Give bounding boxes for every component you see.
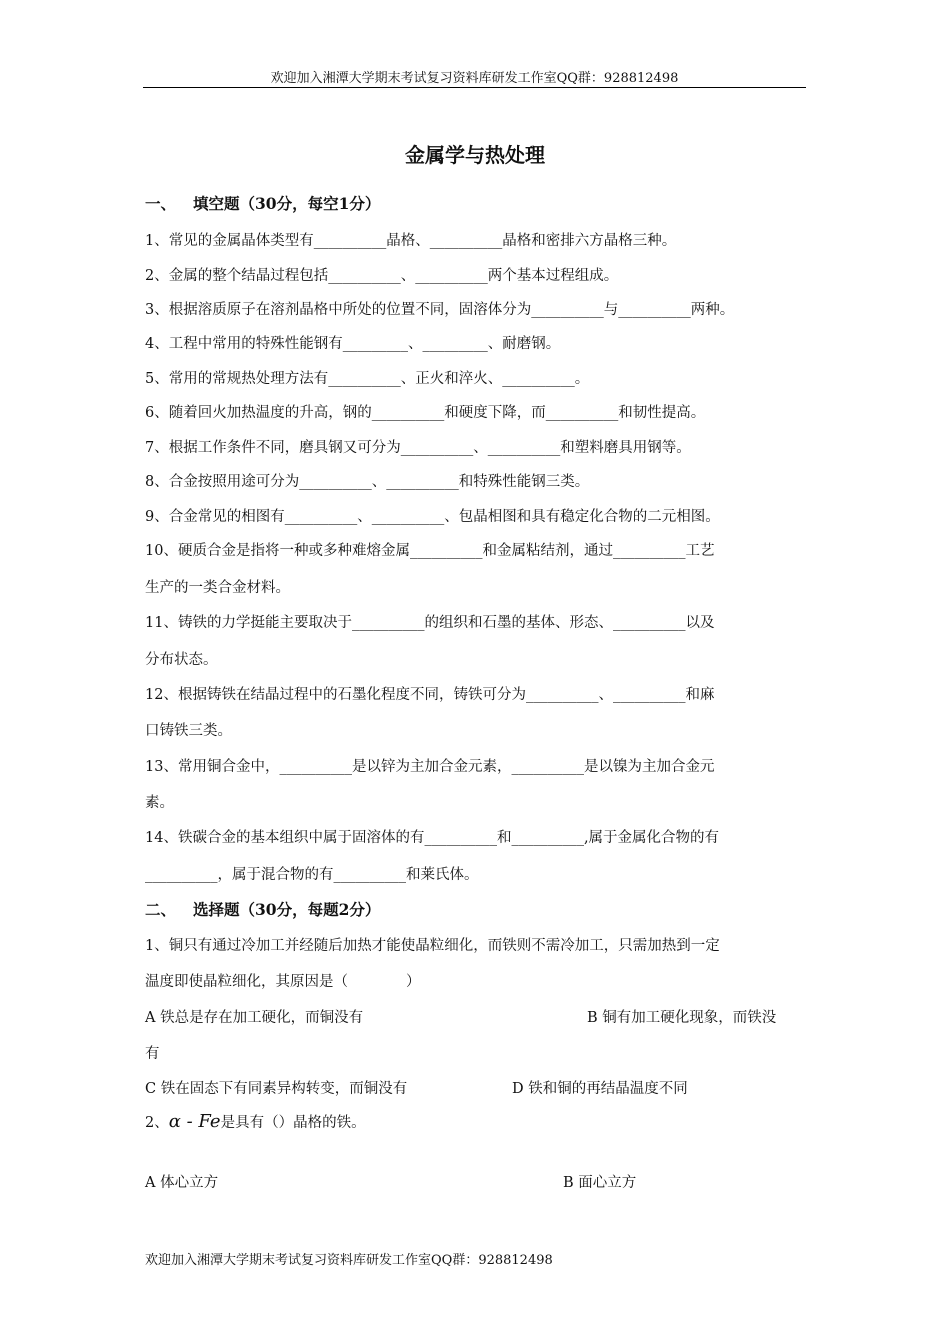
question-7: 7、根据工作条件不同，磨具钢又可分为__________、__________和塑料磨具用钢等。 <box>145 440 691 456</box>
header-divider <box>143 87 806 88</box>
question-13-line-2: 素。 <box>145 795 174 811</box>
choice-2-option-a: A 体心立方 <box>145 1175 219 1191</box>
question-text: 是具有（）晶格的铁。 <box>220 1115 366 1131</box>
question-1: 1、常见的金属晶体类型有__________晶格、__________晶格和密排六方晶格三种。 <box>145 233 677 249</box>
section-heading-multiple-choice <box>145 898 380 920</box>
page-footer: 欢迎加入湘潭大学期末考试复习资料库研发工作室QQ群：928812498 <box>145 1253 553 1268</box>
choice-question-2 <box>145 1111 366 1132</box>
question-5: 5、常用的常规热处理方法有__________、正火和淬火、__________。 <box>145 371 590 387</box>
choice-1-option-c: C 铁在固态下有同素异构转变，而铜没有 <box>145 1081 408 1097</box>
question-2: 2、金属的整个结晶过程包括__________、__________两个基本过程组成。 <box>145 268 619 284</box>
choice-question-1-line-1: 1、铜只有通过冷加工并经随后加热才能使晶粒细化，而铁则不需冷加工，只需加热到一定 <box>145 938 720 954</box>
section-title: 填空题（30分，每空1分） <box>193 194 381 213</box>
question-9: 9、合金常见的相图有__________、__________、包晶相图和具有稳定化合物的二元相图。 <box>145 509 720 525</box>
choice-2-option-b: B 面心立方 <box>563 1175 637 1191</box>
question-8: 8、合金按照用途可分为__________、__________和特殊性能钢三类。 <box>145 474 590 490</box>
question-12-line-2: 口铸铁三类。 <box>145 723 232 739</box>
question-number: 2、 <box>145 1115 169 1131</box>
question-6: 6、随着回火加热温度的升高，钢的__________和硬度下降，而__________和韧性提高。 <box>145 405 706 421</box>
question-11-line-1: 11、铸铁的力学挺能主要取决于__________的组织和石墨的基体、形态、__________以及 <box>145 615 715 631</box>
section-number: 二、 <box>145 900 177 919</box>
choice-1-option-b: B 铜有加工硬化现象，而铁没 <box>587 1010 777 1026</box>
question-10-line-1: 10、硬质合金是指将一种或多种难熔金属__________和金属粘结剂，通过__________工艺 <box>145 543 715 559</box>
question-14-line-1: 14、铁碳合金的基本组织中属于固溶体的有__________和__________,属于金属化合物的有 <box>145 830 720 846</box>
question-4: 4、工程中常用的特殊性能钢有_________、_________、耐磨钢。 <box>145 336 561 352</box>
choice-1-option-d: D 铁和铜的再结晶温度不同 <box>512 1081 688 1097</box>
section-heading-fill-blank <box>145 192 380 214</box>
question-13-line-1: 13、常用铜合金中，__________是以锌为主加合金元素，__________是以镍为主加合金元 <box>145 759 715 775</box>
question-14-line-2: __________，属于混合物的有__________和莱氏体。 <box>145 867 479 883</box>
section-title: 选择题（30分，每题2分） <box>193 900 381 919</box>
question-10-line-2: 生产的一类合金材料。 <box>145 580 290 596</box>
page-header: 欢迎加入湘潭大学期末考试复习资料库研发工作室QQ群：928812498 <box>270 71 679 86</box>
alpha-fe-formula: α - Fe <box>168 1111 221 1132</box>
section-number: 一、 <box>145 194 177 213</box>
choice-1-option-b-continued: 有 <box>145 1046 160 1062</box>
question-12-line-1: 12、根据铸铁在结晶过程中的石墨化程度不同，铸铁可分为__________、__________和麻 <box>145 687 715 703</box>
document-title: 金属学与热处理 <box>405 143 545 167</box>
choice-1-option-a: A 铁总是存在加工硬化，而铜没有 <box>145 1010 364 1026</box>
choice-question-1-line-2: 温度即使晶粒细化，其原因是（ ） <box>145 974 421 990</box>
question-3: 3、根据溶质原子在溶剂晶格中所处的位置不同，固溶体分为__________与__________两种。 <box>145 302 735 318</box>
question-11-line-2: 分布状态。 <box>145 652 218 668</box>
